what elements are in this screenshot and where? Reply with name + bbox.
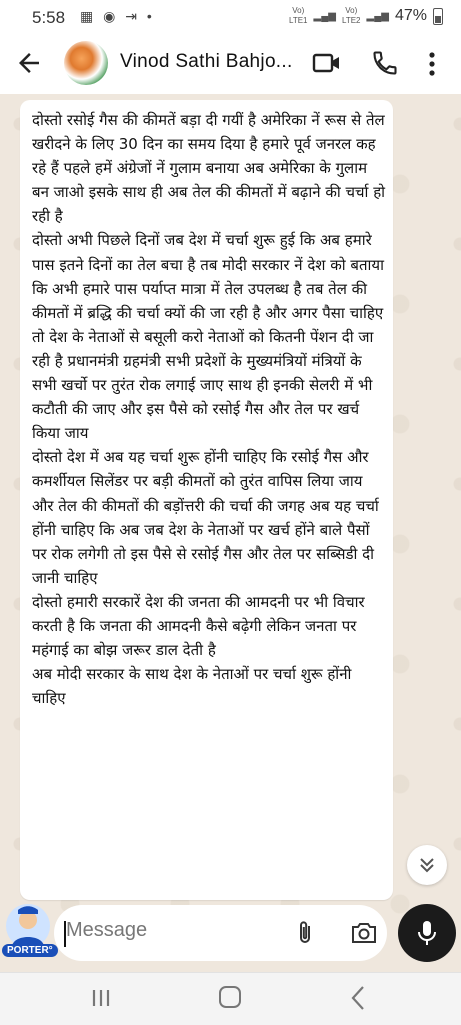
status-right bbox=[289, 6, 443, 26]
network-indicator-1: Vo) LTE1 bbox=[288, 6, 308, 25]
contact-name[interactable]: Vinod Sathi Bahjo... bbox=[120, 51, 293, 72]
status-bar bbox=[0, 0, 461, 34]
porter-badge: PORTER° bbox=[2, 944, 58, 957]
message-composer[interactable] bbox=[54, 905, 387, 961]
microphone-icon bbox=[417, 920, 437, 946]
double-chevron-down-icon bbox=[418, 856, 436, 874]
home-icon[interactable] bbox=[219, 986, 241, 1008]
battery-percent: 47% bbox=[394, 7, 427, 24]
scroll-to-bottom-button[interactable] bbox=[407, 845, 447, 885]
attachment-icon[interactable] bbox=[294, 919, 316, 947]
signal-icon-2: ▂▄▆ bbox=[366, 10, 389, 22]
message-text: दोस्तो रसोई गैस की कीमतें बड़ा दी गयीं है अमेरिका नें रूस से तेल खरीदने के लिए 30 दिन का समय दिया है हमारे पूर्व जनरल कह रहे हैं पहले हमें अंग्रेजों नें गुलाम बनाया अब अमेरिका के गुलाम बन जाओ इसके साथ ही अब तेल की कीमतों में बढ़ाने की चर्चा हो रही है दोस्तो अभी पिछले दिनों जब देश में चर्चा शुरू हुई कि अब हमारे पास इतने दिनों का तेल बचा है तब मोदी सरकार नें देश को बताया कि अभी हमारे पास पर्याप्त मात्रा में तेल उपलब्ध है तब तेल की कीमतों में ब्रद्धि की चर्चा क्यों की जा रही है और अगर पैसा चाहिए तो देश के नेताओं से बसूली करो नेताओं को कितनी पेंशन दी जा रही है प्रधानमंत्री ग्रहमंत्री सभी प्रदेशों के मुख्यमंत्रियों मंत्रियों के सभी खर्चो पर तुरंत रोक लगाई जाए साथ ही इनकी सेलरी में भी कटौती की जाए और इस पैसे को रसोई गैस और तेल पर खर्च किया जाय दोस्तो देश में अब यह चर्चा शुरू होंनी चाहिए कि रसोई गैस और कमर्शीयल सिलेंडर पर बड़ी कीमतों को तुरंत वापिस लिया जाय और तेल की कीमतों की बड़ोंत्तरी की चर्चा की जगह अब यह चर्चा होंनी चाहिए कि अब जब देश के नेताओं पर खर्च होंने बाले पैसों पर रोक लगेगी तो इस पैसे से रसोई गैस और तेल पर सब्सिडी दी जानी चाहिए दोस्तो हमारी सरकारें देश की जनता की आमदनी पर भी विचार करती है कि जनता की आमदनी कैसे बढ़ेगी लेकिन जनता पर महंगाई का बोझ जरूर डाल देती है अब मोदी सरकार के साथ देश के नेताओं पर चर्चा शुरू होंनी चाहिए bbox=[32, 111, 386, 708]
porter-overlay[interactable] bbox=[0, 902, 60, 966]
system-navigation-bar bbox=[0, 972, 461, 1025]
camera-icon[interactable] bbox=[350, 920, 378, 946]
message-input[interactable]: Message bbox=[66, 919, 148, 941]
notification-icons: ▦ ◉ ⇥ • bbox=[80, 8, 155, 24]
video-call-icon[interactable] bbox=[312, 51, 342, 75]
more-options-icon[interactable] bbox=[422, 49, 442, 79]
voice-message-button[interactable] bbox=[398, 904, 456, 962]
signal-icon-1: ▂▄▆ bbox=[313, 10, 336, 22]
network-indicator-2: Vo) LTE2 bbox=[341, 6, 361, 25]
contact-avatar[interactable] bbox=[64, 41, 108, 85]
back-arrow-icon[interactable] bbox=[14, 48, 44, 78]
battery-icon bbox=[433, 8, 443, 25]
status-time: 5:58 bbox=[32, 8, 66, 27]
porter-mascot-icon bbox=[0, 902, 56, 950]
chat-header bbox=[0, 34, 461, 94]
recents-icon[interactable] bbox=[90, 987, 112, 1009]
system-back-icon[interactable] bbox=[350, 985, 366, 1011]
voice-call-icon[interactable] bbox=[371, 49, 399, 77]
